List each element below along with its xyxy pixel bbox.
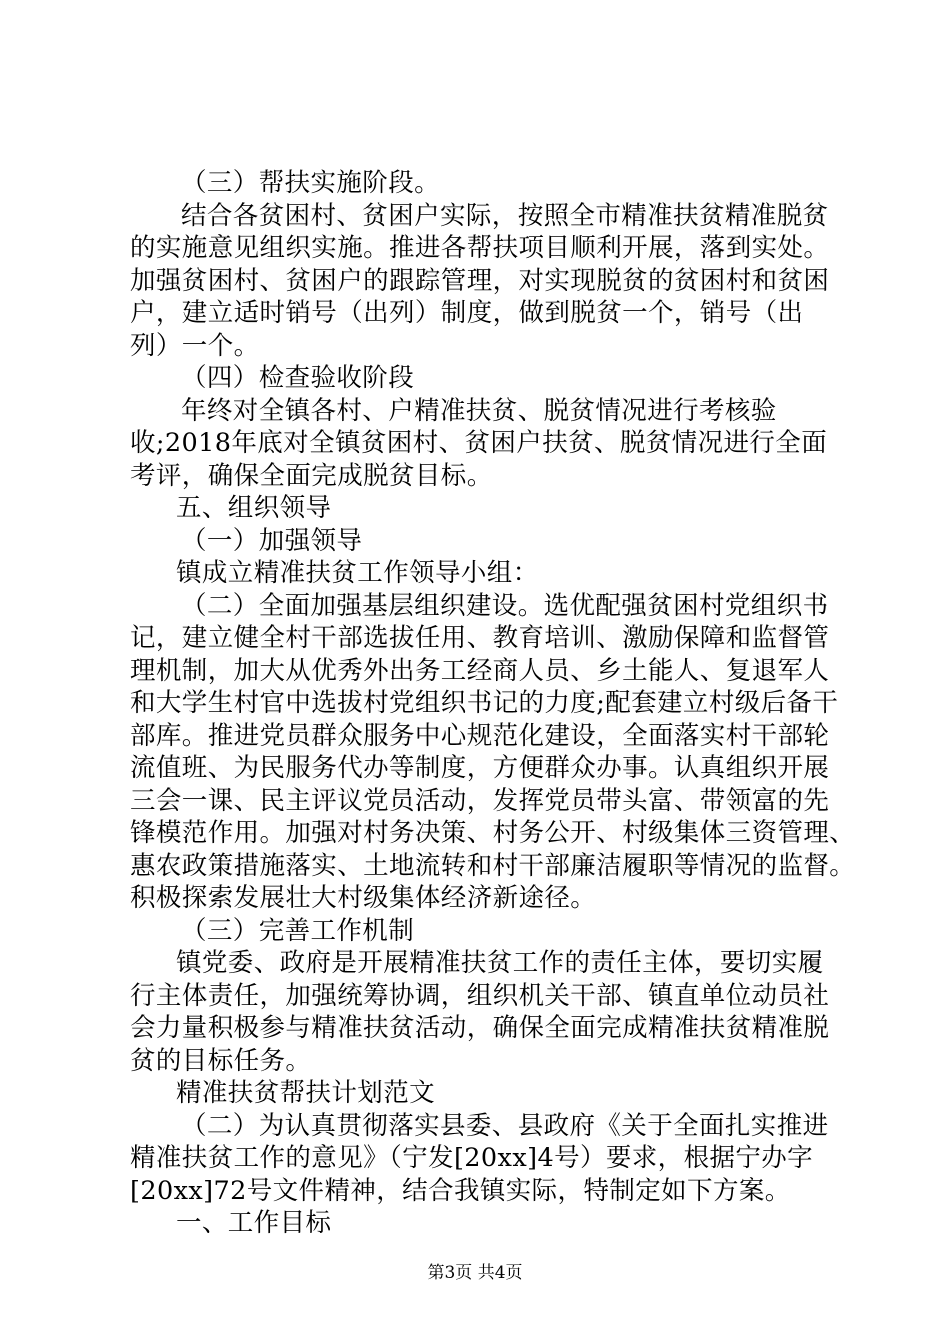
text-line: 部库。推进党员群众服务中心规范化建设，全面落实村干部轮 [130, 720, 830, 751]
text-line: 精准扶贫工作的意见》（宁发[20xx]4号）要求，根据宁办字 [130, 1143, 814, 1173]
text-line: 年终对全镇各村、户精准扶贫、脱贫情况进行考核验 [181, 395, 777, 426]
text-line: [20xx]72号文件精神，结合我镇实际，特制定如下方案。 [130, 1175, 791, 1206]
text-line: 流值班、为民服务代办等制度，方便群众办事。认真组织开展 [130, 753, 830, 783]
text-line: 结合各贫困村、贫困户实际，按照全市精准扶贫精准脱贫 [181, 200, 829, 231]
text-line: （三）帮扶实施阶段。 [181, 168, 441, 198]
text-line: 一、工作目标 [176, 1208, 332, 1238]
text-line: 户，建立适时销号（出列）制度，做到脱贫一个，销号（出 [130, 298, 804, 328]
text-line: 惠农政策措施落实、土地流转和村干部廉洁履职等情况的监督。 [130, 850, 856, 881]
text-line: 记，建立健全村干部选拔任用、教育培训、激励保障和监督管 [130, 623, 830, 653]
text-line: 精准扶贫帮扶计划范文 [176, 1078, 436, 1108]
text-line: （三）完善工作机制 [181, 915, 415, 946]
text-line: 三会一课、民主评议党员活动，发挥党员带头富、带领富的先 [130, 785, 830, 816]
text-line: 积极探索发展壮大村级集体经济新途径。 [130, 883, 597, 913]
document-body [130, 167, 856, 1240]
text-line: 收;2018年底对全镇贫困村、贫困户扶贫、脱贫情况进行全面 [130, 428, 828, 458]
text-line: 镇党委、政府是开展精准扶贫工作的责任主体，要切实履 [176, 948, 824, 978]
page-footer: 第3页 共4页 [427, 1263, 523, 1283]
text-line: 考评，确保全面完成脱贫目标。 [130, 460, 493, 491]
text-line: 列）一个。 [130, 330, 260, 361]
text-line: （二）为认真贯彻落实县委、县政府《关于全面扎实推进 [181, 1110, 829, 1141]
text-line: 会力量积极参与精准扶贫活动，确保全面完成精准扶贫精准脱 [130, 1013, 830, 1043]
text-line: 五、组织领导 [176, 493, 332, 523]
text-line: 的实施意见组织实施。推进各帮扶项目顺利开展，落到实处。 [130, 233, 830, 263]
text-line: （四）检查验收阶段 [181, 363, 415, 393]
text-line: 锋模范作用。加强对村务决策、村务公开、村级集体三资管理、 [130, 818, 856, 848]
text-line: （二）全面加强基层组织建设。选优配强贫困村党组织书 [181, 590, 829, 621]
text-line: 镇成立精准扶贫工作领导小组： [176, 558, 539, 588]
text-line: 理机制，加大从优秀外出务工经商人员、乡土能人、复退军人 [130, 655, 830, 686]
text-line: 和大学生村官中选拔村党组织书记的力度;配套建立村级后备干 [130, 688, 839, 718]
text-line: （一）加强领导 [181, 525, 363, 556]
text-line: 加强贫困村、贫困户的跟踪管理，对实现脱贫的贫困村和贫困 [130, 265, 830, 296]
text-line: 贫的目标任务。 [130, 1045, 312, 1076]
text-line: 行主体责任，加强统筹协调，组织机关干部、镇直单位动员社 [130, 980, 830, 1011]
